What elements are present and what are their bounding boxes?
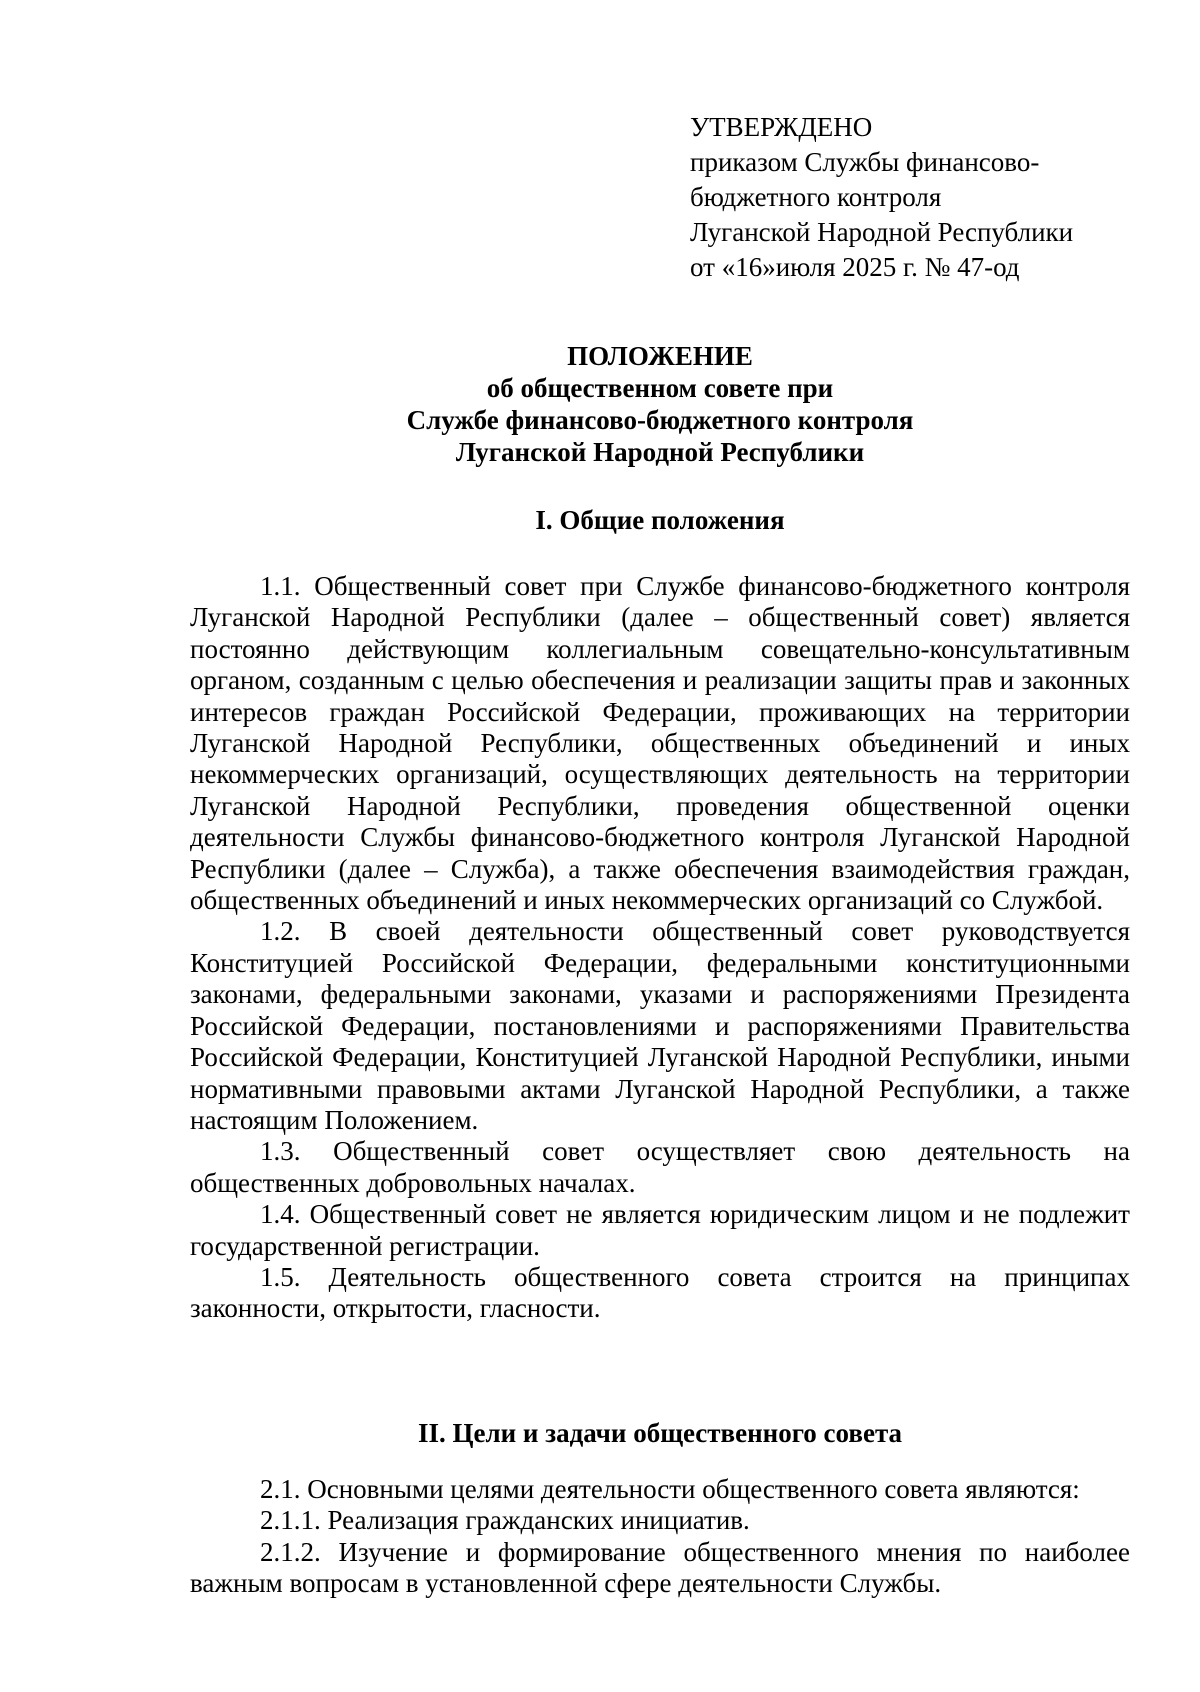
title-line: об общественном совете при — [486, 373, 834, 403]
approval-order-line: Луганской Народной Республики — [690, 217, 1074, 247]
approval-heading: УТВЕРЖДЕНО — [690, 112, 873, 142]
paragraph: 2.1.1. Реализация гражданских инициатив. — [260, 1505, 750, 1536]
paragraph: 1.4. Общественный совет не является юридическим лицом и не подлежит государственной регистрации. — [190, 1199, 1130, 1261]
section-heading: II. Цели и задачи общественного совета — [417, 1418, 903, 1448]
title-line: Службе финансово-бюджетного контроля — [406, 405, 914, 435]
paragraph: 1.2. В своей деятельности общественный совет руководствуется Конституцией Российской Федерации, федеральными конституционными законами, федеральными законами, указами и распоряжениями Президента Российской Федерации, постановлениями и распоряжениями Правительства Российской Федерации, Конституцией Луганской Народной Республики, иными нормативными правовыми актами Луганской Народной Республики, а также настоящим Положением. — [190, 916, 1130, 1135]
paragraph: 1.5. Деятельность общественного совета строится на принципах законности, открытости, гласности. — [190, 1261, 1130, 1324]
paragraph: 1.3. Общественный совет осуществляет свою деятельность на общественных добровольных началах. — [190, 1136, 1130, 1198]
paragraph: 2.1.2. Изучение и формирование общественного мнения по наиболее важным вопросам в установленной сфере деятельности Службы. — [190, 1536, 1130, 1599]
section-1-body — [190, 571, 1130, 1325]
approval-date-number: от «16»июля 2025 г. № 47-од — [690, 252, 1020, 282]
document-title — [190, 340, 1130, 468]
approval-order-line: приказом Службы финансово- — [690, 147, 1040, 177]
section-2-body — [190, 1474, 1130, 1600]
approval-stamp — [690, 110, 1170, 285]
title-line: Луганской Народной Республики — [455, 437, 865, 467]
approval-order-line: бюджетного контроля — [690, 182, 942, 212]
paragraph: 2.1. Основными целями деятельности общественного совета являются: — [260, 1474, 1080, 1504]
title-line: ПОЛОЖЕНИЕ — [567, 341, 753, 371]
section-heading: I. Общие положения — [535, 505, 785, 535]
paragraph: 1.1. Общественный совет при Службе финансово-бюджетного контроля Луганской Народной Республики (далее – общественный совет) является постоянно действующим коллегиальным совещательно-консультативным органом, созданным с целью обеспечения и реализации защиты прав и законных интересов граждан Российской Федерации, проживающих на территории Луганской Народной Республики, общественных объединений и иных некоммерческих организаций, осуществляющих деятельность на территории Луганской Народной Республики, проведения общественной оценки деятельности Службы финансово-бюджетного контроля Луганской Народной Республики (далее – Служба), а также обеспечения взаимодействия граждан, общественных объединений и иных некоммерческих организаций со Службой. — [190, 571, 1130, 916]
